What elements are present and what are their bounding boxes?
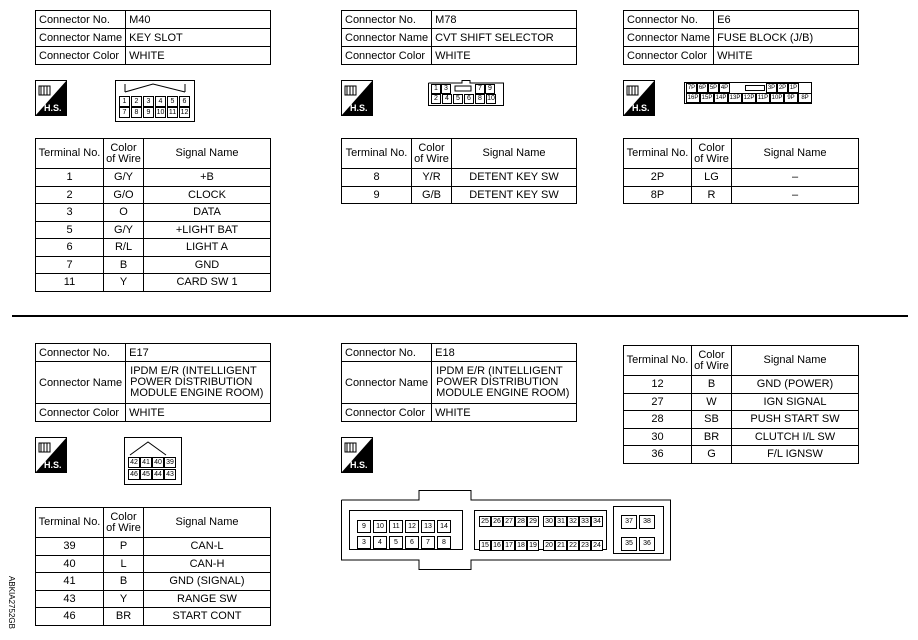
connector-pin: 5: [167, 96, 178, 107]
wire-color-cell: Y: [104, 274, 144, 292]
m78-connector-face: [428, 80, 504, 106]
table-row: [624, 376, 859, 394]
wire-color-cell: G: [692, 446, 732, 464]
table-row: [36, 274, 271, 292]
connector-pin: 42: [128, 457, 140, 468]
terminal-no-cell: 46: [36, 608, 104, 626]
connector-pin: 2: [131, 96, 142, 107]
e18-connector-info: [341, 343, 577, 422]
connector-pin: 16P: [687, 95, 699, 101]
signal-name-cell: CLOCK: [144, 186, 271, 204]
wire-color-cell: O: [104, 204, 144, 222]
connector-name-value: CVT SHIFT SELECTOR: [432, 29, 577, 47]
color-of-wire-header: Color of Wire: [104, 139, 144, 169]
connector-pin: 3: [143, 96, 154, 107]
connector-color-value: WHITE: [714, 47, 859, 65]
signal-name-cell: GND (SIGNAL): [144, 573, 271, 591]
m40-terminal-table: [35, 138, 271, 292]
connector-pin: 8: [437, 536, 451, 549]
hs-icon: [341, 437, 373, 473]
terminal-no-cell: 11: [36, 274, 104, 292]
connector-name-label: Connector Name: [36, 362, 126, 404]
connector-pin: 10: [487, 95, 495, 102]
connector-pin: 4P: [720, 85, 729, 91]
color-of-wire-header: Color of Wire: [692, 139, 732, 169]
terminal-no-cell: 40: [36, 555, 104, 573]
connector-pin: 19: [527, 540, 539, 551]
terminal-no-cell: 27: [624, 393, 692, 411]
connector-no-label: Connector No.: [624, 11, 714, 29]
connector-pin: 6: [179, 96, 190, 107]
hs-icon: [35, 437, 67, 473]
connector-pin: 9P: [784, 93, 798, 103]
svg-text:H.S.: H.S.: [350, 103, 368, 113]
connector-pin: 9: [143, 107, 154, 118]
connector-pin: 14: [437, 520, 451, 533]
terminal-no-cell: 1: [36, 169, 104, 187]
connector-pin: 3P: [767, 85, 776, 91]
table-row: [624, 169, 859, 187]
signal-name-cell: CAN-L: [144, 538, 271, 556]
section-divider: [12, 315, 908, 317]
e18-terminal-table: [623, 345, 859, 464]
signal-name-header: Signal Name: [732, 346, 859, 376]
connector-name-label: Connector Name: [36, 29, 126, 47]
connector-pin: 10: [156, 109, 165, 116]
table-row: [36, 538, 271, 556]
connector-color-value: WHITE: [432, 47, 577, 65]
connector-pin: 46: [128, 469, 140, 480]
table-row: [36, 169, 271, 187]
connector-pin: 5: [453, 94, 463, 104]
terminal-no-header: Terminal No.: [342, 139, 412, 169]
signal-name-cell: LIGHT A: [144, 239, 271, 257]
connector-pin: 5: [389, 536, 403, 549]
connector-pin: 39: [164, 457, 176, 468]
connector-pin: 29: [527, 516, 539, 527]
wire-color-cell: R: [692, 186, 732, 204]
connector-pin: 3: [357, 536, 371, 549]
signal-name-cell: DETENT KEY SW: [452, 186, 577, 204]
signal-name-cell: +B: [144, 169, 271, 187]
connector-pin: 30: [543, 516, 555, 527]
terminal-no-header: Terminal No.: [36, 139, 104, 169]
color-of-wire-header: Color of Wire: [412, 139, 452, 169]
terminal-no-header: Terminal No.: [624, 346, 692, 376]
connector-pin: 7: [119, 107, 130, 118]
color-of-wire-header: Color of Wire: [692, 346, 732, 376]
connector-name-value: FUSE BLOCK (J/B): [714, 29, 859, 47]
signal-name-header: Signal Name: [144, 139, 271, 169]
table-row: [36, 204, 271, 222]
signal-name-cell: –: [732, 186, 859, 204]
connector-pin: 14P: [715, 95, 727, 101]
connector-pin: 3: [441, 84, 451, 94]
table-row: [624, 393, 859, 411]
connector-no-value: E6: [714, 11, 859, 29]
m40-connector-face: [115, 80, 195, 122]
terminal-no-cell: 8P: [624, 186, 692, 204]
connector-pin: 20: [543, 540, 555, 551]
connector-pin: 17: [503, 540, 515, 551]
connector-pin: 44: [152, 469, 164, 480]
terminal-no-cell: 7: [36, 256, 104, 274]
table-row: [624, 411, 859, 429]
wire-color-cell: Y: [104, 590, 144, 608]
connector-no-value: M40: [126, 11, 271, 29]
connector-pin: 4: [373, 536, 387, 549]
color-of-wire-header: Color of Wire: [104, 508, 144, 538]
terminal-no-cell: 41: [36, 573, 104, 591]
signal-name-cell: IGN SIGNAL: [732, 393, 859, 411]
e6-connector-info: [623, 10, 859, 65]
connector-pin: 12: [405, 520, 419, 533]
connector-pin: 13: [421, 520, 435, 533]
signal-name-cell: –: [732, 169, 859, 187]
terminal-no-cell: 39: [36, 538, 104, 556]
hs-icon: [35, 80, 67, 116]
terminal-no-header: Terminal No.: [624, 139, 692, 169]
terminal-no-cell: 12: [624, 376, 692, 394]
connector-pin: 5P: [709, 85, 718, 91]
connector-pin: 1: [119, 96, 130, 107]
table-row: [36, 256, 271, 274]
connector-color-value: WHITE: [126, 404, 271, 422]
table-row: [624, 186, 859, 204]
connector-color-label: Connector Color: [36, 404, 126, 422]
connector-no-label: Connector No.: [342, 344, 432, 362]
connector-pin: 2P: [778, 85, 787, 91]
wire-color-cell: P: [104, 538, 144, 556]
wire-color-cell: G/Y: [104, 221, 144, 239]
signal-name-cell: +LIGHT BAT: [144, 221, 271, 239]
connector-pin: 34: [591, 516, 603, 527]
signal-name-cell: CLUTCH I/L SW: [732, 428, 859, 446]
terminal-no-cell: 28: [624, 411, 692, 429]
wire-color-cell: G/Y: [104, 169, 144, 187]
table-row: [36, 239, 271, 257]
wire-color-cell: B: [104, 256, 144, 274]
connector-color-value: WHITE: [432, 404, 577, 422]
connector-pin: 22: [567, 540, 579, 551]
terminal-no-cell: 36: [624, 446, 692, 464]
wire-color-cell: SB: [692, 411, 732, 429]
connector-pin: 4: [155, 96, 166, 107]
terminal-no-cell: 5: [36, 221, 104, 239]
table-row: [342, 169, 577, 187]
connector-pin: 7P: [687, 85, 696, 91]
connector-pin: 8P: [798, 93, 812, 103]
connector-pin: 36: [639, 537, 655, 551]
connector-pin: 38: [639, 515, 655, 529]
terminal-no-cell: 6: [36, 239, 104, 257]
svg-text:H.S.: H.S.: [44, 103, 62, 113]
connector-pin: 8: [475, 94, 485, 104]
connector-color-label: Connector Color: [624, 47, 714, 65]
table-row: [624, 428, 859, 446]
connector-pin: 12P: [743, 95, 755, 101]
connector-pin: 27: [503, 516, 515, 527]
wire-color-cell: LG: [692, 169, 732, 187]
signal-name-cell: PUSH START SW: [732, 411, 859, 429]
connector-pin: 10P: [771, 95, 783, 101]
connector-pin: 33: [579, 516, 591, 527]
terminal-no-cell: 30: [624, 428, 692, 446]
connector-pin: 15P: [701, 95, 713, 101]
connector-pin: 23: [579, 540, 591, 551]
connector-no-label: Connector No.: [342, 11, 432, 29]
connector-pin: 6P: [698, 85, 707, 91]
connector-pin: 37: [621, 515, 637, 529]
connector-pin: 4: [442, 94, 452, 104]
connector-no-value: M78: [432, 11, 577, 29]
e18-connector-face: [341, 490, 671, 570]
connector-pin: 24: [591, 540, 603, 551]
e17-connector-info: [35, 343, 271, 422]
e17-terminal-table: [35, 507, 271, 626]
connector-pin: 11: [168, 109, 177, 116]
signal-name-cell: DETENT KEY SW: [452, 169, 577, 187]
connector-pin: 10: [373, 520, 387, 533]
svg-text:H.S.: H.S.: [632, 103, 650, 113]
terminal-no-cell: 2: [36, 186, 104, 204]
wire-color-cell: W: [692, 393, 732, 411]
connector-pin: 32: [567, 516, 579, 527]
connector-pin: 6: [464, 94, 474, 104]
connector-color-label: Connector Color: [36, 47, 126, 65]
signal-name-header: Signal Name: [144, 508, 271, 538]
connector-pin: 11P: [757, 95, 769, 101]
table-row: [342, 186, 577, 204]
table-row: [36, 555, 271, 573]
table-row: [36, 186, 271, 204]
wire-color-cell: L: [104, 555, 144, 573]
table-row: [624, 446, 859, 464]
svg-text:H.S.: H.S.: [350, 460, 368, 470]
connector-pin: 35: [621, 537, 637, 551]
wire-color-cell: BR: [692, 428, 732, 446]
connector-color-label: Connector Color: [342, 404, 432, 422]
terminal-no-cell: 2P: [624, 169, 692, 187]
connector-name-value: IPDM E/R (INTELLIGENT POWER DISTRIBUTION MODULE ENGINE ROOM): [432, 362, 577, 404]
signal-name-cell: DATA: [144, 204, 271, 222]
connector-pin: 40: [152, 457, 164, 468]
terminal-no-cell: 9: [342, 186, 412, 204]
connector-name-label: Connector Name: [624, 29, 714, 47]
connector-pin: 9: [485, 84, 495, 94]
connector-pin: 7: [475, 84, 485, 94]
connector-pin: 9: [357, 520, 371, 533]
connector-name-value: KEY SLOT: [126, 29, 271, 47]
connector-pin: 18: [515, 540, 527, 551]
connector-pin: 26: [491, 516, 503, 527]
connector-color-value: WHITE: [126, 47, 271, 65]
connector-pin: 13P: [729, 95, 741, 101]
wire-color-cell: Y/R: [412, 169, 452, 187]
signal-name-cell: RANGE SW: [144, 590, 271, 608]
connector-pin: 8: [131, 107, 142, 118]
terminal-no-header: Terminal No.: [36, 508, 104, 538]
connector-pin: 2: [431, 94, 441, 104]
hs-icon: [623, 80, 655, 116]
terminal-no-cell: 3: [36, 204, 104, 222]
e6-terminal-table: [623, 138, 859, 204]
m78-terminal-table: [341, 138, 577, 204]
figure-code: ABKIA2752GB: [6, 576, 16, 629]
connector-pin: 43: [164, 469, 176, 480]
connector-pin: 11: [389, 520, 403, 533]
table-row: [36, 573, 271, 591]
connector-pin: 7: [421, 536, 435, 549]
connector-pin: 31: [555, 516, 567, 527]
connector-pin: 41: [140, 457, 152, 468]
signal-name-header: Signal Name: [732, 139, 859, 169]
connector-pin: 45: [140, 469, 152, 480]
connector-pin: 1P: [789, 85, 798, 91]
connector-no-value: E18: [432, 344, 577, 362]
signal-name-cell: CARD SW 1: [144, 274, 271, 292]
table-row: [36, 221, 271, 239]
wire-color-cell: B: [104, 573, 144, 591]
signal-name-cell: GND: [144, 256, 271, 274]
signal-name-header: Signal Name: [452, 139, 577, 169]
wire-color-cell: B: [692, 376, 732, 394]
hs-icon: [341, 80, 373, 116]
signal-name-cell: F/L IGNSW: [732, 446, 859, 464]
e6-connector-face: [684, 82, 812, 104]
connector-no-label: Connector No.: [36, 344, 126, 362]
connector-name-value: IPDM E/R (INTELLIGENT POWER DISTRIBUTION MODULE ENGINE ROOM): [126, 362, 271, 404]
e17-connector-face: [124, 437, 182, 485]
wire-color-cell: R/L: [104, 239, 144, 257]
signal-name-cell: START CONT: [144, 608, 271, 626]
signal-name-cell: CAN-H: [144, 555, 271, 573]
connector-no-value: E17: [126, 344, 271, 362]
table-row: [36, 608, 271, 626]
connector-name-label: Connector Name: [342, 362, 432, 404]
connector-pin: 6: [405, 536, 419, 549]
wire-color-cell: BR: [104, 608, 144, 626]
connector-pin: 21: [555, 540, 567, 551]
connector-pin: 16: [491, 540, 503, 551]
connector-name-label: Connector Name: [342, 29, 432, 47]
connector-no-label: Connector No.: [36, 11, 126, 29]
wire-color-cell: G/O: [104, 186, 144, 204]
connector-pin: 1: [431, 84, 441, 94]
connector-pin: 25: [479, 516, 491, 527]
m78-connector-info: [341, 10, 577, 65]
wire-color-cell: G/B: [412, 186, 452, 204]
connector-pin: 12: [180, 109, 189, 116]
table-row: [36, 590, 271, 608]
signal-name-cell: GND (POWER): [732, 376, 859, 394]
m40-connector-info: [35, 10, 271, 65]
connector-pin: 28: [515, 516, 527, 527]
connector-color-label: Connector Color: [342, 47, 432, 65]
terminal-no-cell: 43: [36, 590, 104, 608]
svg-text:H.S.: H.S.: [44, 460, 62, 470]
terminal-no-cell: 8: [342, 169, 412, 187]
connector-pin: 15: [479, 540, 491, 551]
